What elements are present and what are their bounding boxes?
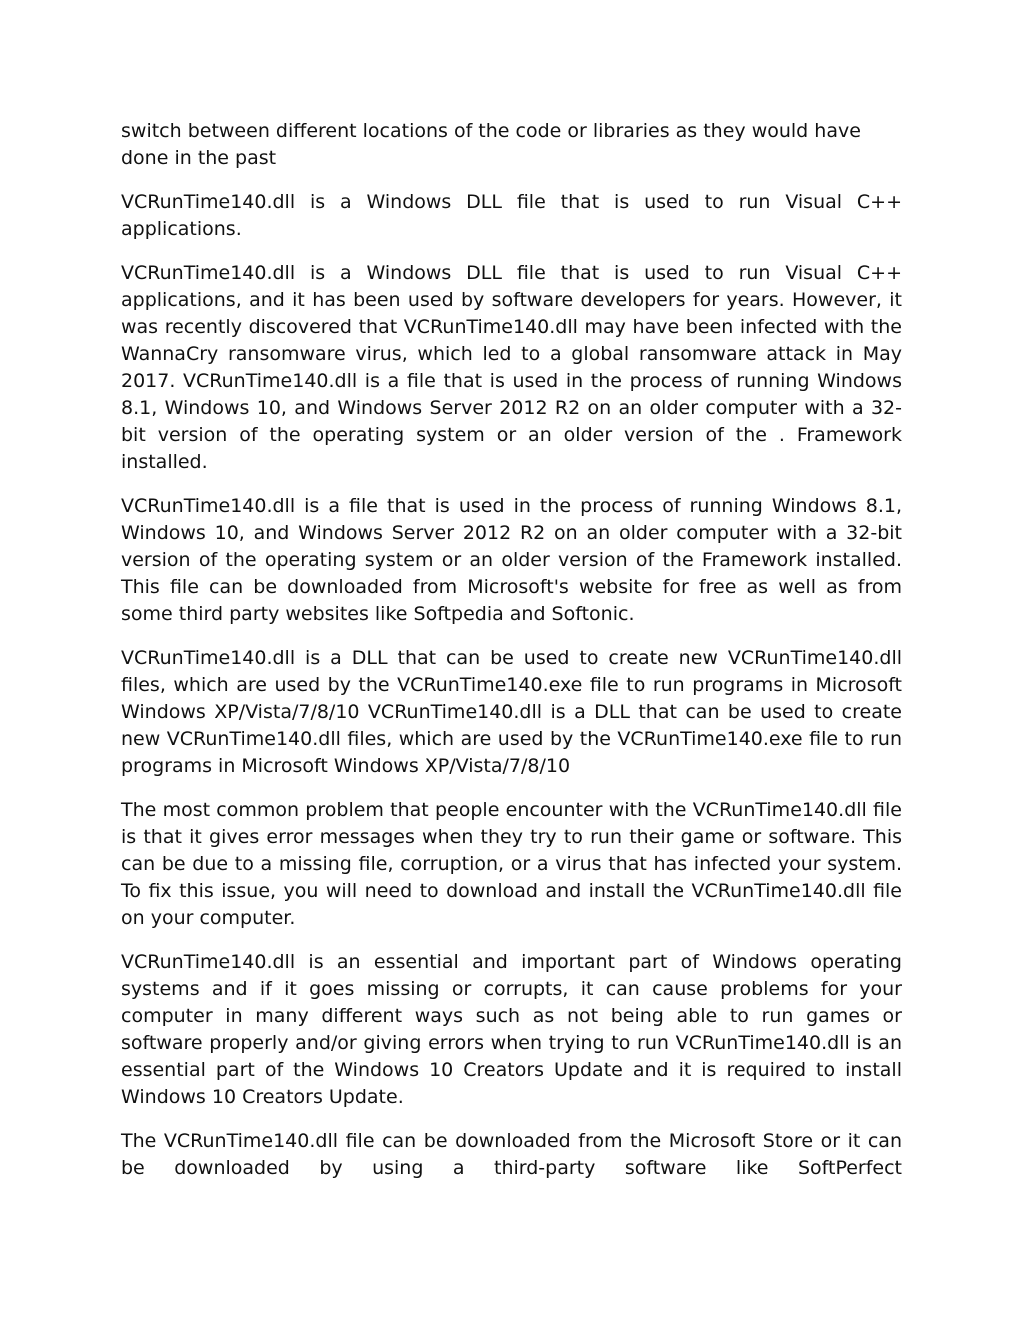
paragraph-3: VCRunTime140.dll is a Windows DLL file that is used to run Visual C++ applications, and it has been used by software developers for years. However, it was recently discovered that VCRunTime140.dll may have been infected with the WannaCry ransomware virus, which led to a global ransomware attack in May 2017. VCRunTime140.dll is a file that is used in the process of running Windows 8.1, Windows 10, and Windows Server 2012 R2 on an older computer with a 32-bit version of the operating system or an older version of the . Framework installed. <box>121 262 902 473</box>
paragraph-1: switch between different locations of the code or libraries as they would have done in the past <box>121 120 861 169</box>
paragraph-5: VCRunTime140.dll is a DLL that can be used to create new VCRunTime140.dll files, which are used by the VCRunTime140.exe file to run programs in Microsoft Windows XP/Vista/7/8/10 VCRunTime140.dll is a DLL that can be used to create new VCRunTime140.dll files, which are used by the VCRunTime140.exe file to run programs in Microsoft Windows XP/Vista/7/8/10 <box>121 647 902 777</box>
document-body <box>121 118 902 1199</box>
paragraph-2: VCRunTime140.dll is a Windows DLL file that is used to run Visual C++ applications. <box>121 191 902 240</box>
paragraph-6: The most common problem that people encounter with the VCRunTime140.dll file is that it gives error messages when they try to run their game or software. This can be due to a missing file, corruption, or a virus that has infected your system. To fix this issue, you will need to download and install the VCRunTime140.dll file on your computer. <box>121 799 902 929</box>
paragraph-4: VCRunTime140.dll is a file that is used in the process of running Windows 8.1, Windows 10, and Windows Server 2012 R2 on an older computer with a 32-bit version of the operating system or an older version of the Framework installed. This file can be downloaded from Microsoft's website for free as well as from some third party websites like Softpedia and Softonic. <box>121 495 902 625</box>
paragraph-7: VCRunTime140.dll is an essential and important part of Windows operating systems and if it goes missing or corrupts, it can cause problems for your computer in many different ways such as not being able to run games or software properly and/or giving errors when trying to run VCRunTime140.dll is an essential part of the Windows 10 Creators Update and it is required to install Windows 10 Creators Update. <box>121 951 902 1108</box>
paragraph-8: The VCRunTime140.dll file can be downloaded from the Microsoft Store or it can be downloaded by using a third-party software like SoftPerfect <box>121 1130 902 1179</box>
